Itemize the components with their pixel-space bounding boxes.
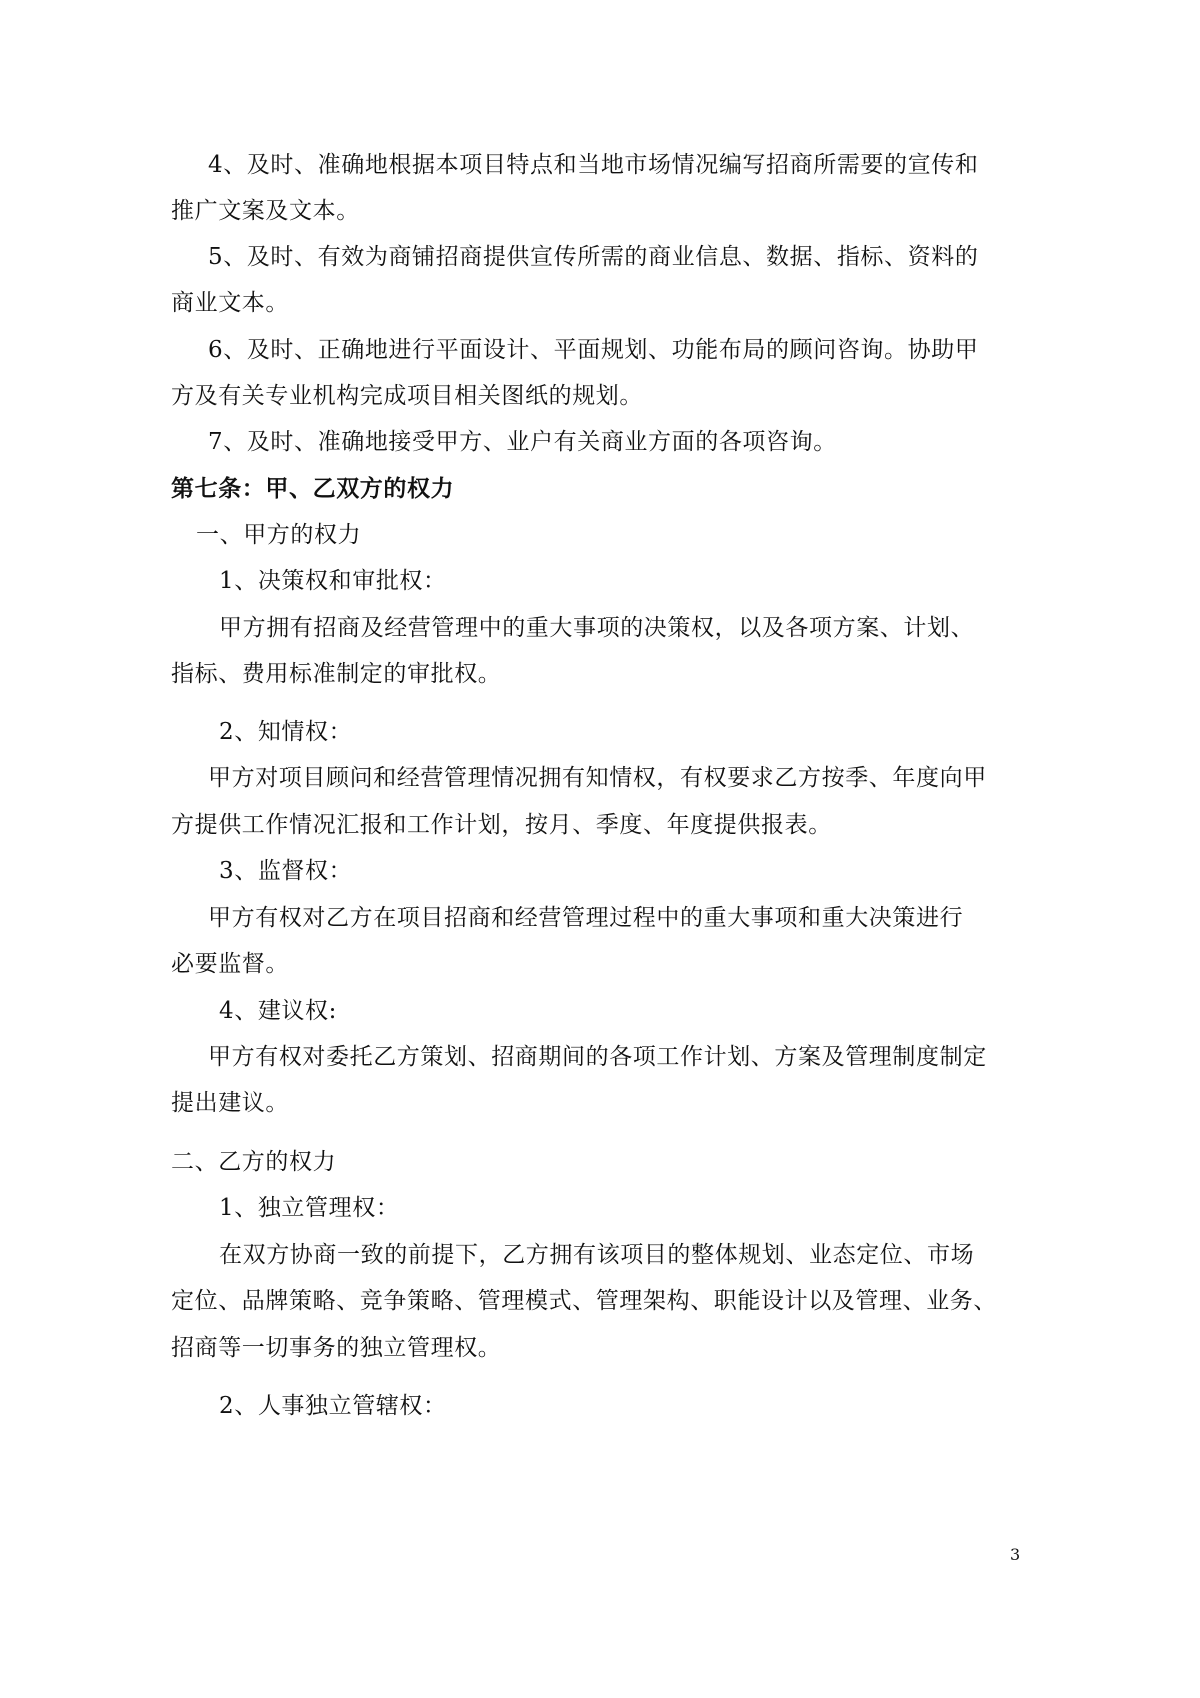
item-6-line-1: 6、及时、正确地进行平面设计、平面规划、功能布局的顾问咨询。协助甲 [208,337,979,363]
section-party-a-heading: 一、甲方的权力 [196,522,362,548]
party-a-right-2-line-1: 甲方对项目顾问和经营管理情况拥有知情权，有权要求乙方按季、年度向甲 [208,765,987,791]
item-4-line-1: 4、及时、准确地根据本项目特点和当地市场情况编写招商所需要的宣传和 [208,152,979,178]
party-b-right-1-line-1: 在双方协商一致的前提下，乙方拥有该项目的整体规划、业态定位、市场 [219,1242,975,1268]
party-a-right-3-title: 3、监督权： [219,858,353,884]
party-a-right-1-title: 1、决策权和审批权： [219,568,447,594]
party-b-right-1-line-3: 招商等一切事务的独立管理权。 [171,1335,502,1361]
party-a-right-4-title: 4、建议权: [219,998,337,1024]
party-a-right-4-line-2: 提出建议。 [171,1090,289,1116]
item-6-line-2: 方及有关专业机构完成项目相关图纸的规划。 [171,383,643,409]
party-a-right-2-title: 2、知情权： [219,719,353,745]
party-a-right-2-line-2: 方提供工作情况汇报和工作计划，按月、季度、年度提供报表。 [171,812,832,838]
party-a-right-3-line-1: 甲方有权对乙方在项目招商和经营管理过程中的重大事项和重大决策进行 [208,905,964,931]
section-party-b-heading: 二、乙方的权力 [171,1149,337,1175]
party-a-right-4-line-1: 甲方有权对委托乙方策划、招商期间的各项工作计划、方案及管理制度制定 [208,1044,987,1070]
item-5-line-1: 5、及时、有效为商铺招商提供宣传所需的商业信息、数据、指标、资料的 [208,244,979,270]
article-7-heading: 第七条：甲、乙双方的权力 [171,475,455,502]
party-a-right-3-line-2: 必要监督。 [171,951,289,977]
item-4-line-2: 推广文案及文本。 [171,198,360,224]
item-7-line-1: 7、及时、准确地接受甲方、业户有关商业方面的各项咨询。 [208,429,837,455]
item-5-line-2: 商业文本。 [171,290,289,316]
party-a-right-1-line-1: 甲方拥有招商及经营管理中的重大事项的决策权，以及各项方案、计划、 [219,615,975,641]
party-b-right-2-title: 2、人事独立管辖权： [219,1393,447,1419]
party-b-right-1-title: 1、独立管理权： [219,1195,400,1221]
party-a-right-1-line-2: 指标、费用标准制定的审批权。 [171,661,502,687]
party-b-right-1-line-2: 定位、品牌策略、竞争策略、管理模式、管理架构、职能设计以及管理、业务、 [171,1288,997,1314]
page-number: 3 [1010,1545,1021,1564]
